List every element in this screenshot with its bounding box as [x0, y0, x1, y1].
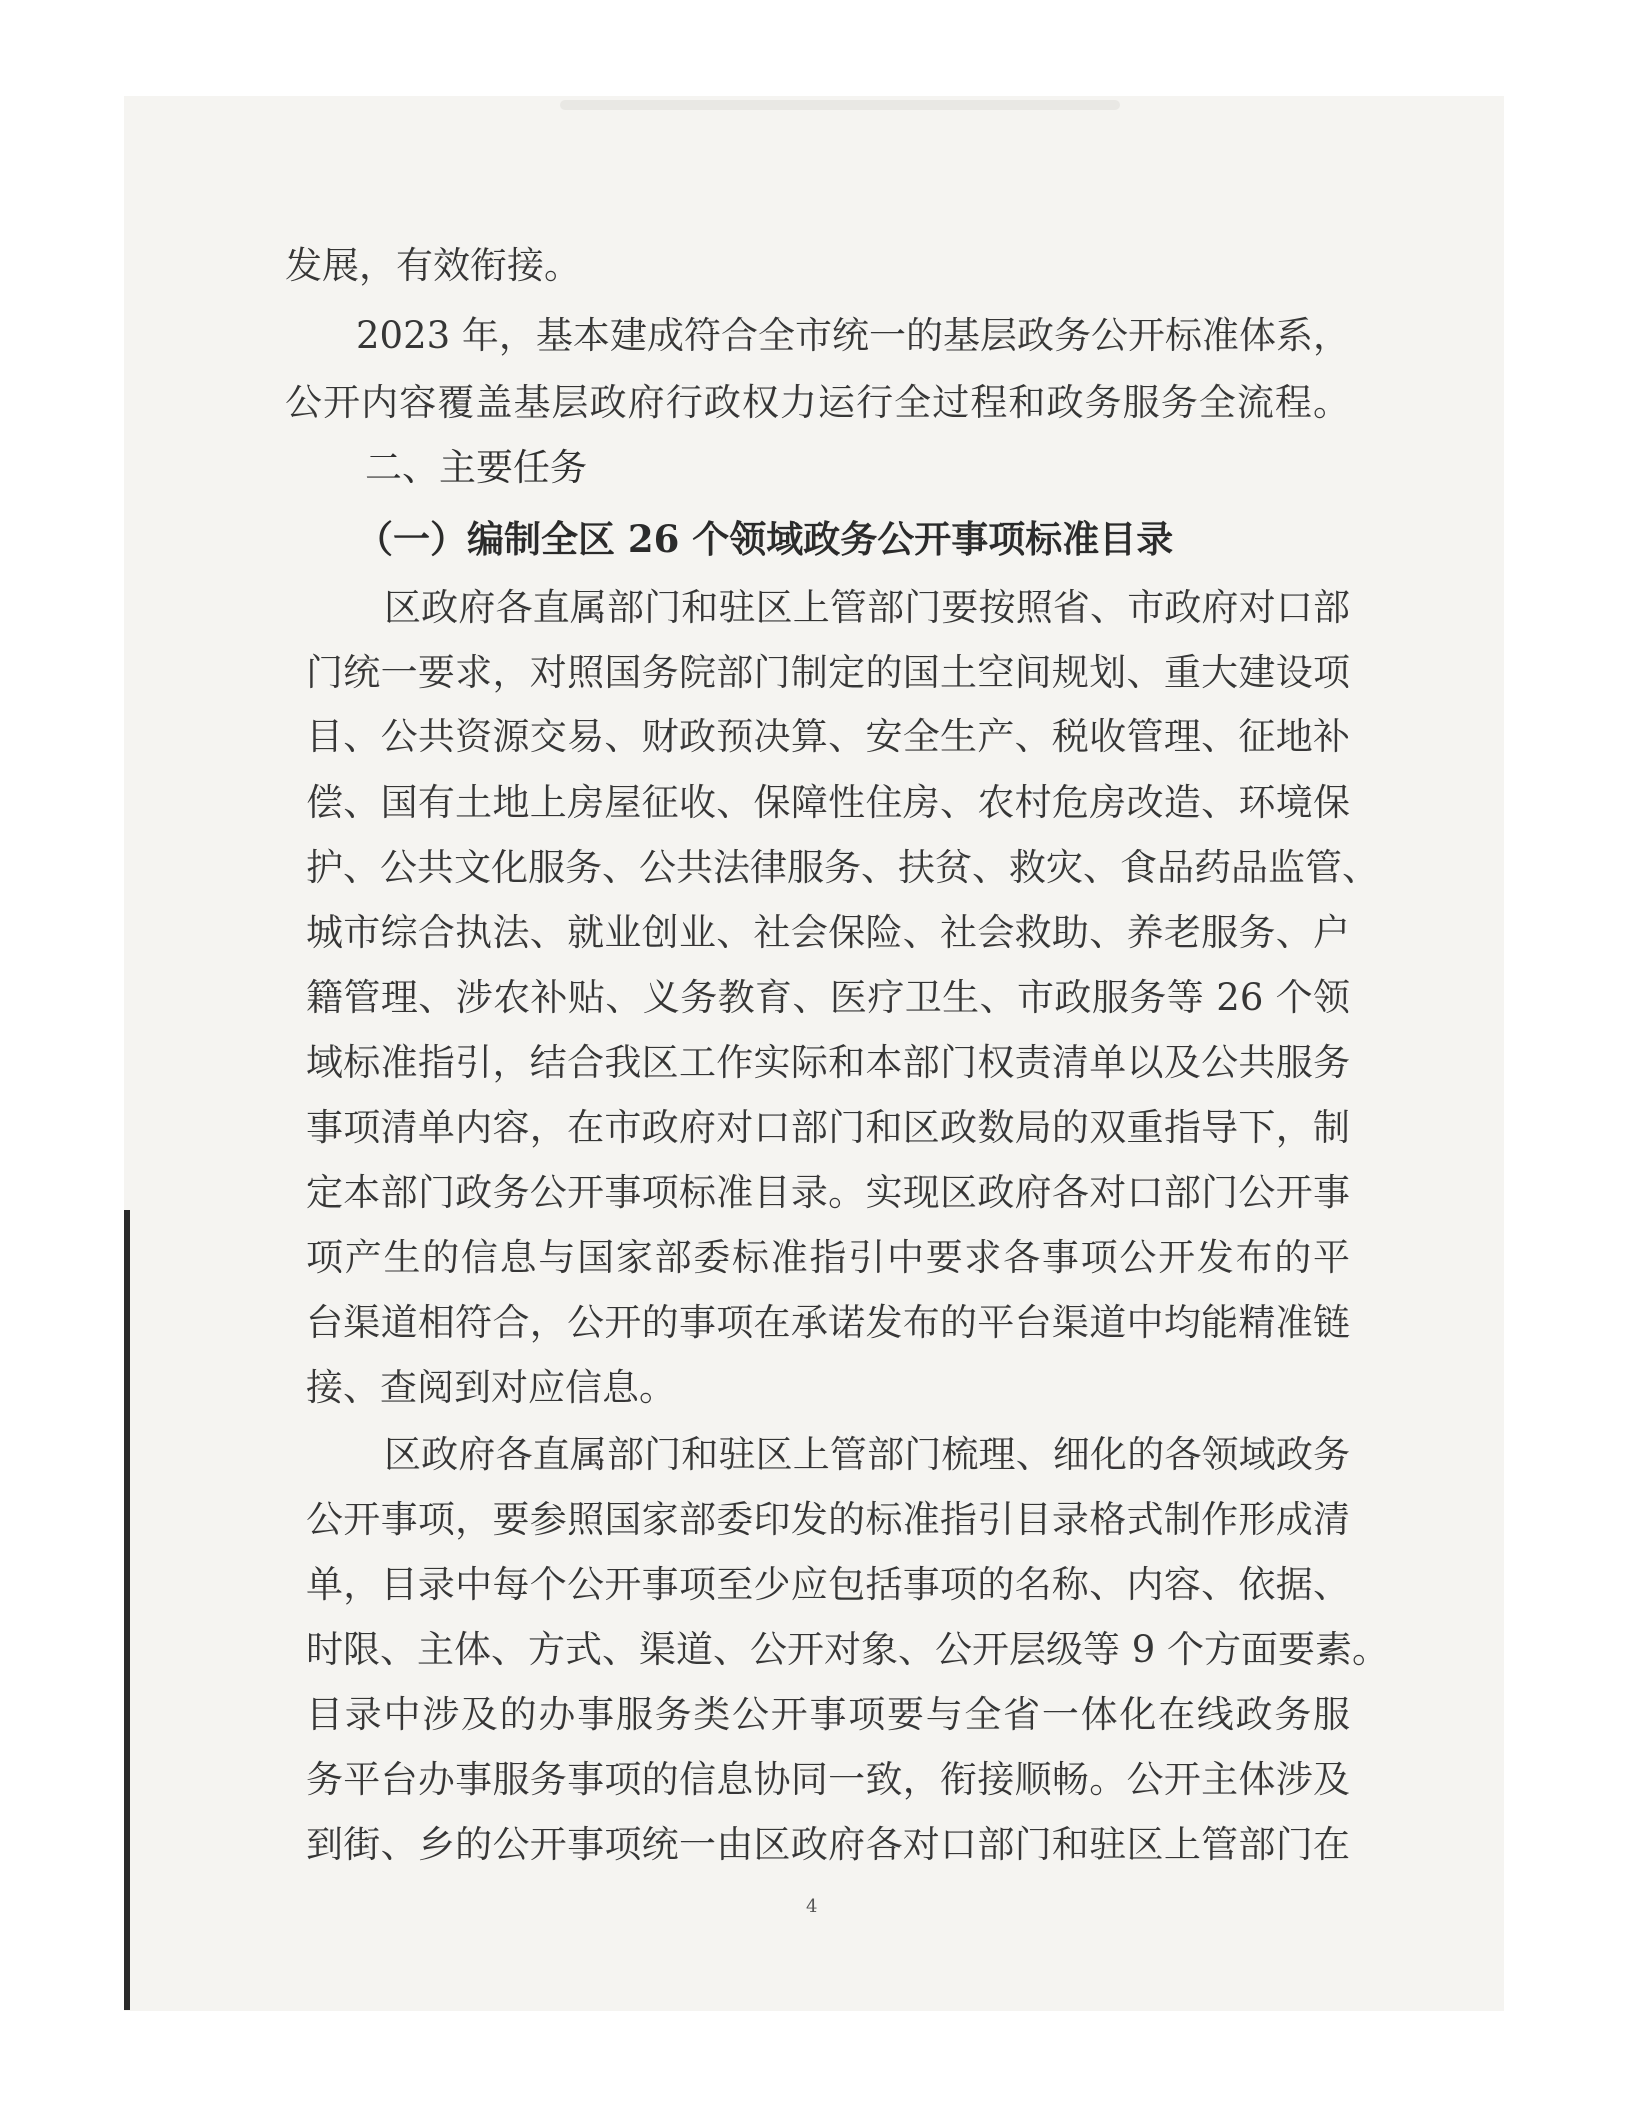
intro-line-1: 发展，有效衔接。 — [285, 244, 581, 287]
subsection-heading: （一）编制全区 26 个领域政务公开事项标准目录 — [356, 517, 1174, 561]
intro-line-2: 2023 年，基本建成符合全市统一的基层政务公开标准体系， — [356, 314, 1350, 357]
paragraph2-line-3: 单，目录中每个公开事项至少应包括事项的名称、内容、依据、 — [306, 1563, 1350, 1606]
paragraph1-line-1: 区政府各直属部门和驻区上管部门要按照省、市政府对口部 — [384, 586, 1350, 629]
paragraph2-line-1: 区政府各直属部门和驻区上管部门梳理、细化的各领域政务 — [384, 1433, 1350, 1476]
paragraph1-line-2: 门统一要求，对照国务院部门制定的国土空间规划、重大建设项 — [306, 651, 1350, 694]
paragraph2-line-6: 务平台办事服务事项的信息协同一致，衔接顺畅。公开主体涉及 — [306, 1758, 1350, 1801]
paragraph1-line-11: 项产生的信息与国家部委标准指引中要求各事项公开发布的平 — [306, 1236, 1350, 1279]
paragraph2-line-5: 目录中涉及的办事服务类公开事项要与全省一体化在线政务服 — [306, 1693, 1350, 1736]
paragraph1-line-5: 护、公共文化服务、公共法律服务、扶贫、救灾、食品药品监管、 — [306, 846, 1379, 889]
paragraph1-line-4: 偿、国有土地上房屋征收、保障性住房、农村危房改造、环境保 — [306, 781, 1350, 824]
section-heading: 二、主要任务 — [365, 446, 587, 489]
paragraph1-line-9: 事项清单内容，在市政府对口部门和区政数局的双重指导下，制 — [306, 1106, 1350, 1149]
paragraph2-line-7: 到街、乡的公开事项统一由区政府各对口部门和驻区上管部门在 — [306, 1823, 1350, 1866]
paragraph1-line-13: 接、查阅到对应信息。 — [306, 1366, 676, 1409]
paragraph1-line-6: 城市综合执法、就业创业、社会保险、社会救助、养老服务、户 — [306, 911, 1350, 954]
paragraph2-line-2: 公开事项，要参照国家部委印发的标准指引目录格式制作形成清 — [306, 1498, 1350, 1541]
paragraph1-line-8: 域标准指引，结合我区工作实际和本部门权责清单以及公共服务 — [306, 1041, 1350, 1084]
paragraph1-line-12: 台渠道相符合，公开的事项在承诺发布的平台渠道中均能精准链 — [306, 1301, 1350, 1344]
page-number: 4 — [806, 1896, 818, 1917]
intro-line-3: 公开内容覆盖基层政府行政权力运行全过程和政务服务全流程。 — [285, 381, 1350, 424]
paragraph1-line-10: 定本部门政务公开事项标准目录。实现区政府各对口部门公开事 — [306, 1171, 1350, 1214]
paragraph1-line-3: 目、公共资源交易、财政预决算、安全生产、税收管理、征地补 — [306, 715, 1350, 758]
paragraph1-line-7: 籍管理、涉农补贴、义务教育、医疗卫生、市政服务等 26 个领 — [306, 976, 1350, 1019]
paragraph2-line-4: 时限、主体、方式、渠道、公开对象、公开层级等 9 个方面要素。 — [306, 1628, 1390, 1671]
